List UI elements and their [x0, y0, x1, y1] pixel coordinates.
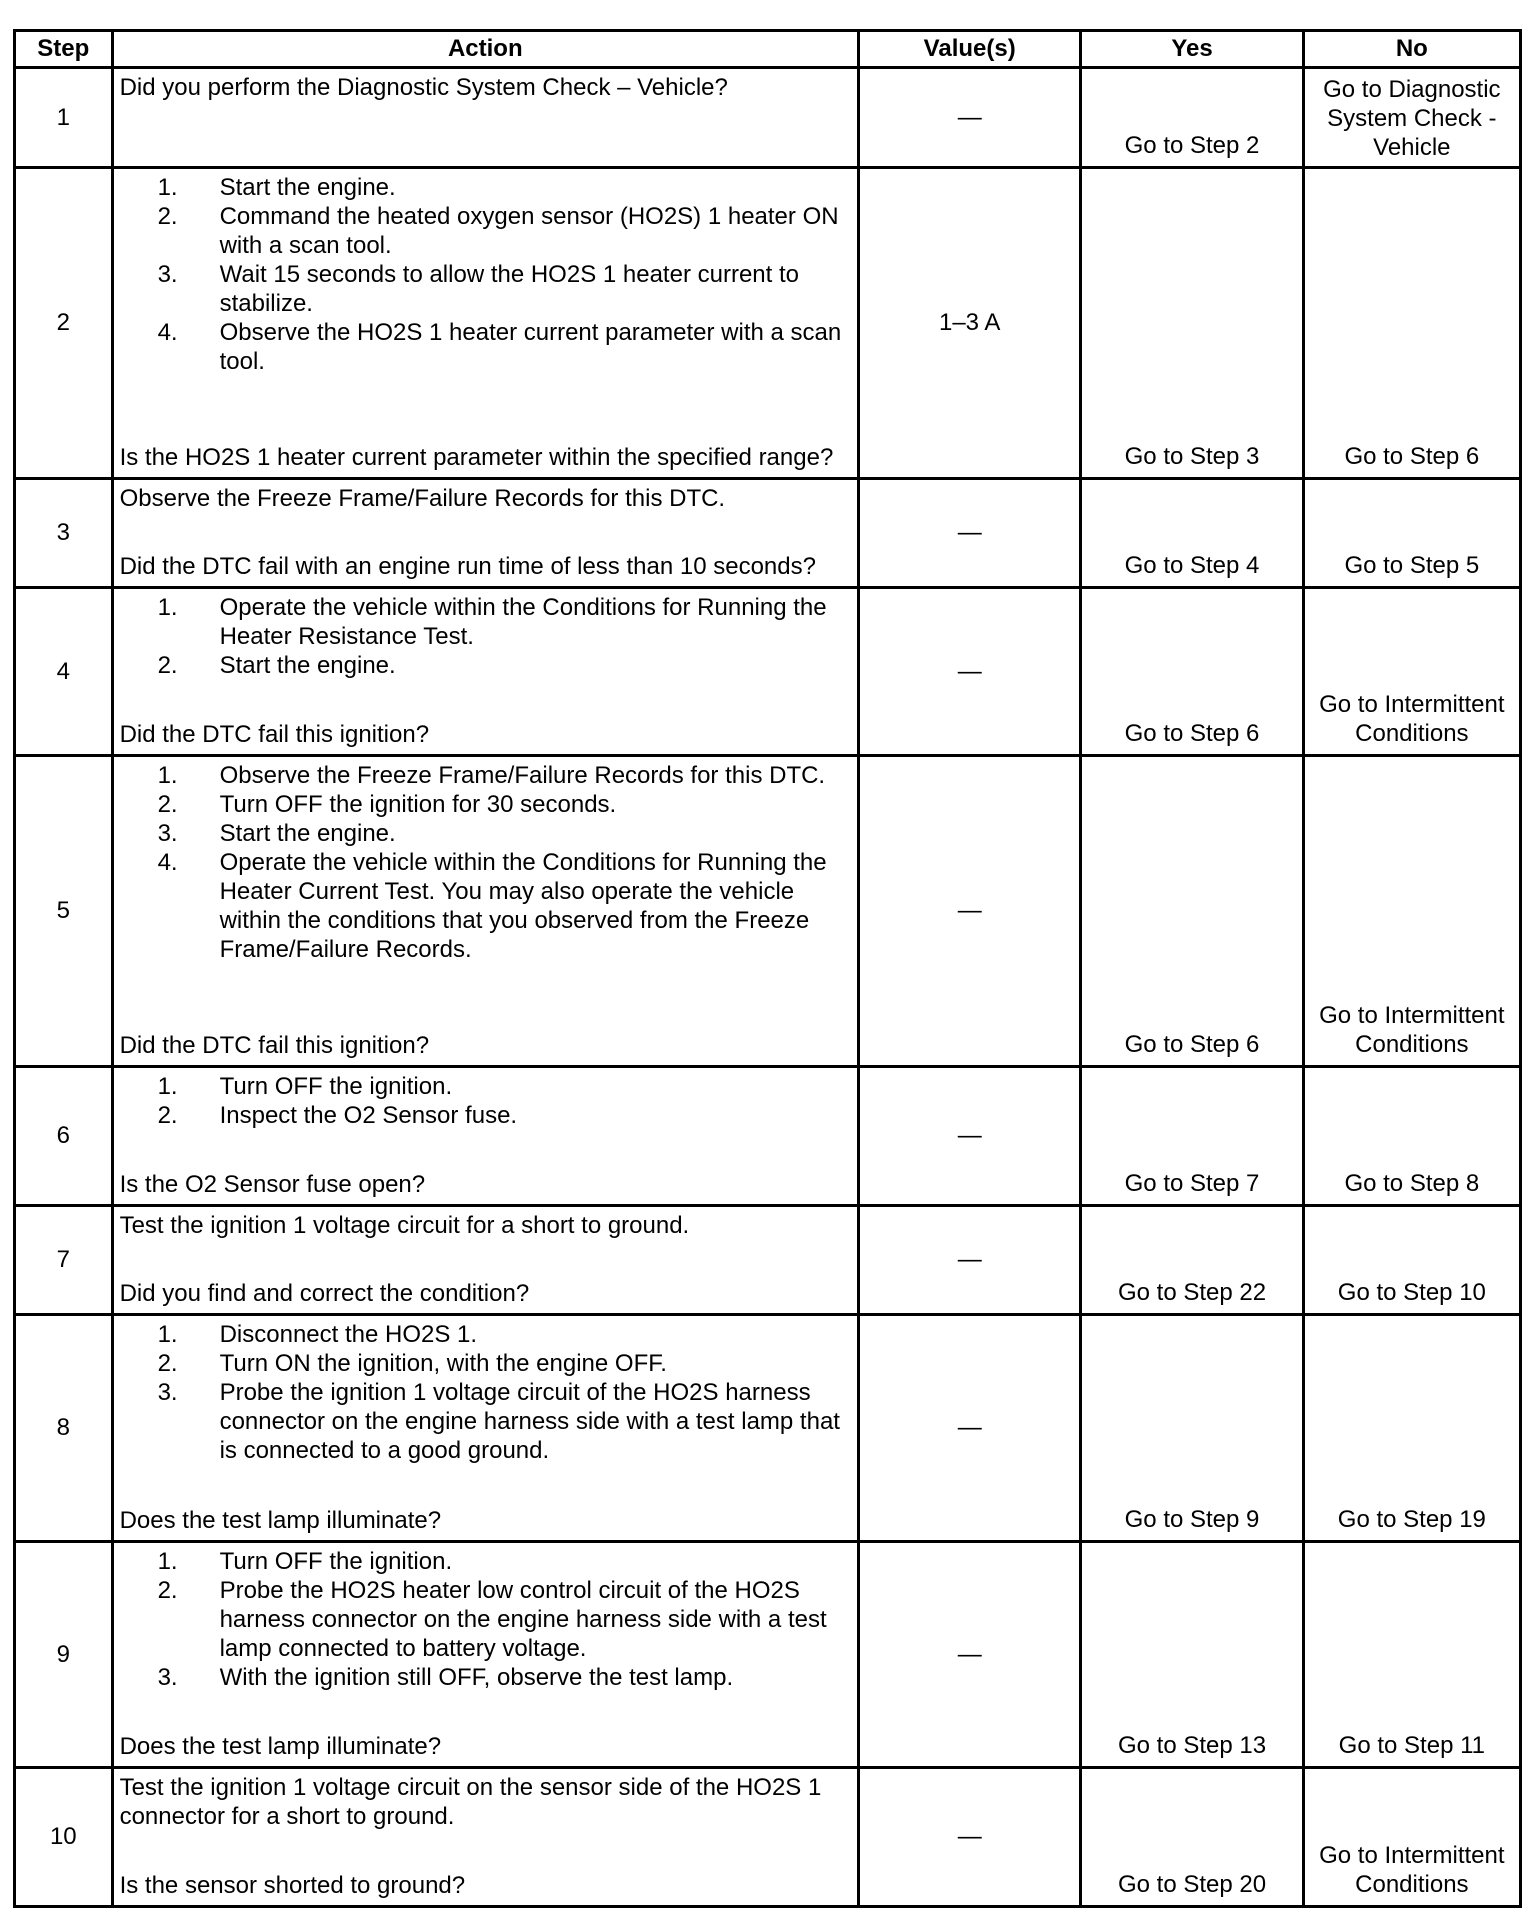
yes-cell: Go to Step 6: [1081, 588, 1303, 756]
value-cell: —: [859, 588, 1081, 756]
list-item: 3. With the ignition still OFF, observe the test lamp.: [157, 1664, 734, 1691]
value-cell: —: [859, 1067, 1081, 1206]
action-cell: [112, 1067, 858, 1206]
action-cell: [112, 168, 858, 479]
table-row: [15, 1067, 1521, 1206]
yes-cell: Go to Step 6: [1081, 756, 1303, 1067]
step-number: 5: [15, 756, 113, 1067]
action-text: Test the ignition 1 voltage circuit on the sensor side of the HO2S 1 connector for a short to ground.: [119, 1774, 822, 1830]
step-number: 9: [15, 1542, 113, 1768]
yes-cell: Go to Step 20: [1081, 1768, 1303, 1907]
step-number: 8: [15, 1315, 113, 1542]
action-steps: [120, 1547, 851, 1692]
action-cell: [112, 1206, 858, 1315]
value-cell: 1–3 A: [859, 168, 1081, 479]
table-row: [15, 1542, 1521, 1768]
action-question: Did the DTC fail with an engine run time of less than 10 seconds?: [119, 553, 816, 580]
list-item: 1. Start the engine.: [157, 174, 396, 201]
header-values: Value(s): [859, 31, 1081, 68]
list-item: 2. Probe the HO2S heater low control circuit of the HO2S harness connector on the engine harness side with a test lamp connected to battery voltage.: [157, 1577, 827, 1662]
action-steps: [120, 761, 851, 964]
step-number: 2: [15, 168, 113, 479]
step-number: 7: [15, 1206, 113, 1315]
list-item: 3. Wait 15 seconds to allow the HO2S 1 heater current to stabilize.: [157, 261, 799, 317]
no-cell: Go to Step 8: [1303, 1067, 1520, 1206]
no-cell: Go to Step 5: [1303, 479, 1520, 588]
header-yes: Yes: [1081, 31, 1303, 68]
table-row: [15, 1206, 1521, 1315]
header-step: Step: [15, 31, 113, 68]
list-item: 2. Command the heated oxygen sensor (HO2S) 1 heater ON with a scan tool.: [157, 203, 839, 259]
action-question: Did the DTC fail this ignition?: [119, 1032, 430, 1059]
list-item: 1. Operate the vehicle within the Conditions for Running the Heater Resistance Test.: [157, 594, 827, 650]
action-question: Did you find and correct the condition?: [119, 1280, 530, 1307]
list-item: 2. Inspect the O2 Sensor fuse.: [157, 1102, 518, 1129]
list-item: 2. Turn ON the ignition, with the engine OFF.: [157, 1350, 667, 1377]
no-cell: Go to Step 10: [1303, 1206, 1520, 1315]
list-item: 2. Start the engine.: [157, 652, 396, 679]
action-text: Did you perform the Diagnostic System Check – Vehicle?: [119, 74, 728, 101]
action-question: Does the test lamp illuminate?: [119, 1507, 442, 1534]
value-cell: —: [859, 1206, 1081, 1315]
list-item: 1. Turn OFF the ignition.: [157, 1073, 453, 1100]
value-cell: —: [859, 479, 1081, 588]
table-row: [15, 479, 1521, 588]
action-cell: [112, 68, 858, 168]
step-number: 4: [15, 588, 113, 756]
value-cell: —: [859, 1768, 1081, 1907]
no-cell: Go to Intermittent Conditions: [1303, 756, 1520, 1067]
step-number: 1: [15, 68, 113, 168]
value-cell: —: [859, 1542, 1081, 1768]
header-action: Action: [112, 31, 858, 68]
value-cell: —: [859, 68, 1081, 168]
list-item: 3. Start the engine.: [157, 820, 396, 847]
action-question: Is the HO2S 1 heater current parameter within the specified range?: [119, 444, 834, 471]
step-number: 6: [15, 1067, 113, 1206]
no-cell: Go to Intermittent Conditions: [1303, 1768, 1520, 1907]
yes-cell: Go to Step 22: [1081, 1206, 1303, 1315]
action-question: Is the sensor shorted to ground?: [119, 1872, 466, 1899]
table-row: [15, 1768, 1521, 1907]
table-row: [15, 68, 1521, 168]
yes-cell: Go to Step 13: [1081, 1542, 1303, 1768]
list-item: 3. Probe the ignition 1 voltage circuit of the HO2S harness connector on the engine harness side with a test lamp that is connected to a good ground.: [157, 1379, 840, 1464]
table-row: [15, 1315, 1521, 1542]
list-item: 2. Turn OFF the ignition for 30 seconds.: [157, 791, 617, 818]
list-item: 4. Observe the HO2S 1 heater current parameter with a scan tool.: [157, 319, 842, 375]
action-cell: [112, 1542, 858, 1768]
action-cell: [112, 479, 858, 588]
no-cell: Go to Step 19: [1303, 1315, 1520, 1542]
no-cell: Go to Step 11: [1303, 1542, 1520, 1768]
yes-cell: Go to Step 3: [1081, 168, 1303, 479]
header-no: No: [1303, 31, 1520, 68]
action-cell: [112, 588, 858, 756]
table-row: [15, 588, 1521, 756]
yes-cell: Go to Step 7: [1081, 1067, 1303, 1206]
action-question: Is the O2 Sensor fuse open?: [119, 1171, 426, 1198]
diagnostic-table: [13, 29, 1522, 1908]
action-cell: [112, 756, 858, 1067]
list-item: 4. Operate the vehicle within the Conditions for Running the Heater Current Test. You may also operate the vehicle within the conditions that you observed from the Freeze Frame/Failure Records.: [157, 849, 827, 963]
action-cell: [112, 1768, 858, 1907]
no-cell: Go to Diagnostic System Check - Vehicle: [1303, 68, 1520, 168]
list-item: 1. Turn OFF the ignition.: [157, 1548, 453, 1575]
action-steps: [120, 173, 851, 376]
value-cell: —: [859, 1315, 1081, 1542]
action-question: Does the test lamp illuminate?: [119, 1733, 442, 1760]
action-question: Did the DTC fail this ignition?: [119, 721, 430, 748]
action-text: Observe the Freeze Frame/Failure Records for this DTC.: [119, 485, 726, 512]
no-cell: Go to Step 6: [1303, 168, 1520, 479]
yes-cell: Go to Step 4: [1081, 479, 1303, 588]
table-row: [15, 168, 1521, 479]
action-steps: [120, 593, 851, 680]
step-number: 3: [15, 479, 113, 588]
no-cell: Go to Intermittent Conditions: [1303, 588, 1520, 756]
header-row: [15, 31, 1521, 68]
table-row: [15, 756, 1521, 1067]
action-steps: [120, 1320, 851, 1465]
step-number: 10: [15, 1768, 113, 1907]
yes-cell: Go to Step 9: [1081, 1315, 1303, 1542]
list-item: 1. Observe the Freeze Frame/Failure Records for this DTC.: [157, 762, 826, 789]
action-text: Test the ignition 1 voltage circuit for a short to ground.: [119, 1212, 690, 1239]
yes-cell: Go to Step 2: [1081, 68, 1303, 168]
value-cell: —: [859, 756, 1081, 1067]
list-item: 1. Disconnect the HO2S 1.: [157, 1321, 478, 1348]
action-cell: [112, 1315, 858, 1542]
action-steps: [120, 1072, 851, 1130]
